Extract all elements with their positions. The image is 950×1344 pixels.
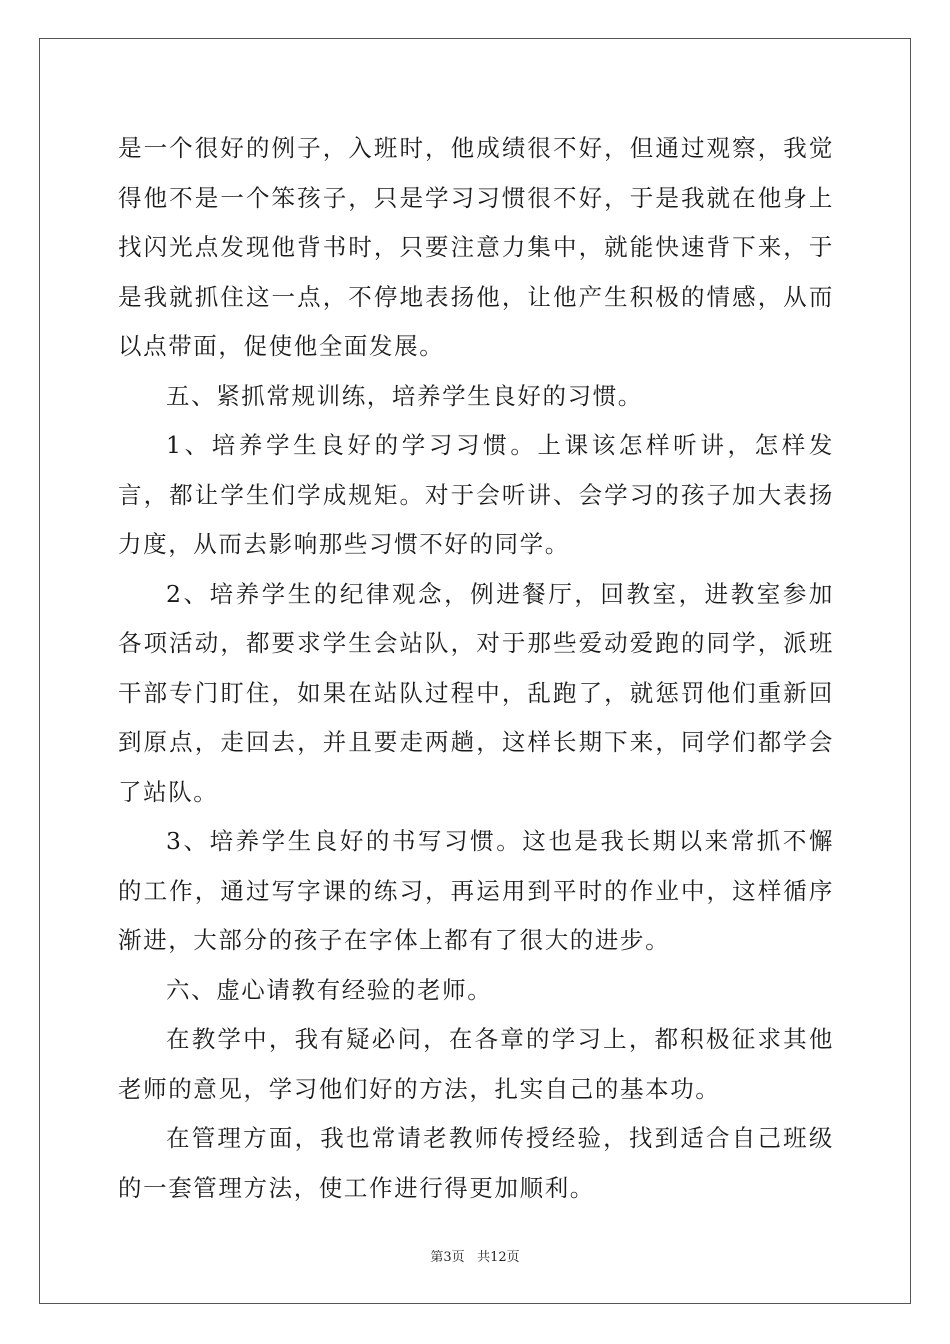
paragraph-item-2: 2、培养学生的纪律观念，例进餐厅，回教室，进教室参加各项活动，都要求学生会站队，对于那些爱动爱跑的同学，派班干部专门盯住，如果在站队过程中，乱跑了，就惩罚他们重新回到原点，走回去，并且要走两趟，这样长期下来，同学们都学会了站队。 (118, 579, 834, 806)
paragraph-teaching: 在教学中，我有疑必问，在各章的学习上，都积极征求其他老师的意见，学习他们好的方法，扎实自己的基本功。 (118, 1025, 834, 1103)
paragraph-continuation: 是一个很好的例子，入班时，他成绩很不好，但通过观察，我觉得他不是一个笨孩子，只是学习习惯很不好，于是我就在他身上找闪光点发现他背书时，只要注意力集中，就能快速背下来，于是我就抓住这一点，不停地表扬他，让他产生积极的情感，从而以点带面，促使他全面发展。 (118, 134, 834, 360)
paragraph-item-1: 1、培养学生良好的学习习惯。上课该怎样听讲，怎样发言，都让学生们学成规矩。对于会听讲、会学习的孩子加大表扬力度，从而去影响那些习惯不好的同学。 (118, 431, 834, 558)
page-number: 第3页 (430, 1250, 465, 1265)
page-footer (0, 1246, 950, 1265)
paragraph-item-3: 3、培养学生良好的书写习惯。这也是我长期以来常抓不懈的工作，通过写字课的练习，再运用到平时的作业中，这样循序渐进，大部分的孩子在字体上都有了很大的进步。 (118, 827, 834, 954)
section-heading-five: 五、紧抓常规训练，培养学生良好的习惯。 (166, 381, 643, 410)
paragraph-management: 在管理方面，我也常请老教师传授经验，找到适合自己班级的一套管理方法，使工作进行得更加顺利。 (118, 1124, 834, 1202)
document-body (118, 124, 834, 1213)
section-heading-six: 六、虚心请教有经验的老师。 (166, 975, 493, 1004)
page-total: 共12页 (477, 1250, 520, 1265)
